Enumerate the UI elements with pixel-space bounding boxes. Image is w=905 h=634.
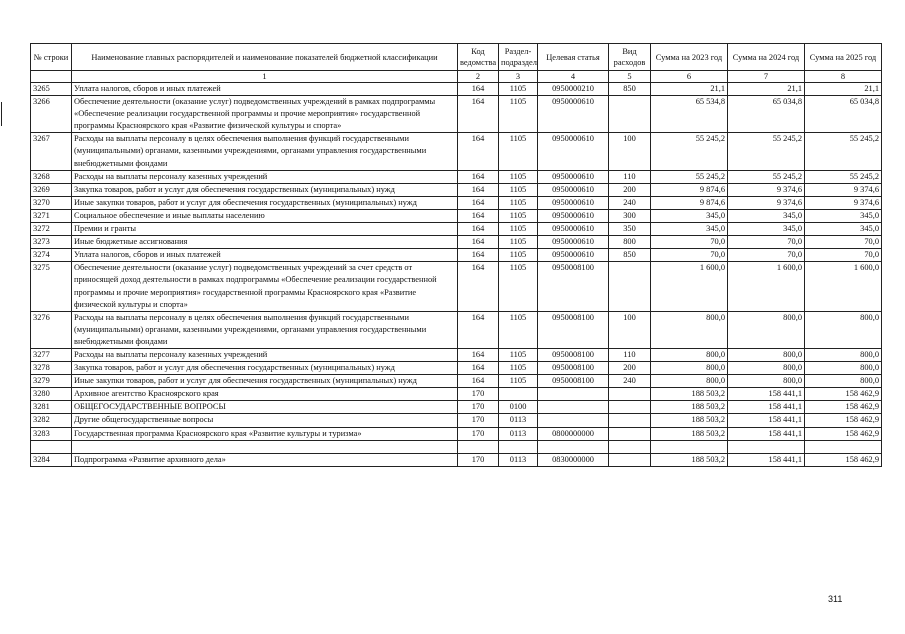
section-cell: 1105 [499, 375, 538, 388]
section-cell: 1105 [499, 236, 538, 249]
sum-2025-cell: 158 462,9 [805, 427, 882, 440]
sum-2025-cell [805, 440, 882, 453]
dept-code-cell: 164 [458, 133, 499, 170]
sum-2023-cell: 345,0 [651, 223, 728, 236]
expense-type-cell: 850 [609, 83, 651, 96]
sum-2025-cell: 158 462,9 [805, 453, 882, 466]
sum-2025-cell: 158 462,9 [805, 414, 882, 427]
sum-2024-cell: 9 374,6 [728, 196, 805, 209]
section-cell: 1105 [499, 362, 538, 375]
sum-2025-cell: 158 462,9 [805, 388, 882, 401]
name-cell: Иные закупки товаров, работ и услуг для обеспечения государственных (муниципальных) нужд [72, 196, 458, 209]
dept-code-cell: 170 [458, 414, 499, 427]
table-row [31, 209, 882, 222]
expense-type-cell: 350 [609, 223, 651, 236]
row-number-cell: 3269 [31, 183, 72, 196]
table-row [31, 170, 882, 183]
sum-2024-cell: 800,0 [728, 348, 805, 361]
sum-2025-cell: 800,0 [805, 348, 882, 361]
name-cell: Социальное обеспечение и иные выплаты населению [72, 209, 458, 222]
dept-code-cell: 164 [458, 362, 499, 375]
sum-2025-cell: 55 245,2 [805, 170, 882, 183]
table-row [31, 388, 882, 401]
table-row [31, 401, 882, 414]
sum-2024-cell: 1 600,0 [728, 262, 805, 311]
section-cell: 1105 [499, 170, 538, 183]
row-number-cell: 3280 [31, 388, 72, 401]
sum-2023-cell: 21,1 [651, 83, 728, 96]
sum-2023-cell: 800,0 [651, 348, 728, 361]
sum-2024-cell: 70,0 [728, 236, 805, 249]
target-cell: 0950008100 [538, 362, 609, 375]
target-cell: 0950000210 [538, 83, 609, 96]
sum-2024-cell: 158 441,1 [728, 401, 805, 414]
target-cell: 0950000610 [538, 96, 609, 133]
target-cell [538, 401, 609, 414]
expense-type-cell [609, 453, 651, 466]
section-cell: 0100 [499, 401, 538, 414]
sum-2023-cell: 55 245,2 [651, 133, 728, 170]
header-sum-2025: Сумма на 2025 год [805, 44, 882, 71]
sum-2024-cell: 158 441,1 [728, 427, 805, 440]
sum-2025-cell: 70,0 [805, 236, 882, 249]
dept-code-cell: 164 [458, 83, 499, 96]
section-cell: 1105 [499, 262, 538, 311]
sum-2023-cell: 188 503,2 [651, 453, 728, 466]
sum-2024-cell: 70,0 [728, 249, 805, 262]
sum-2025-cell: 158 462,9 [805, 401, 882, 414]
margin-mark [1, 102, 2, 126]
target-cell: 0950000610 [538, 170, 609, 183]
section-cell: 1105 [499, 223, 538, 236]
column-number: 1 [72, 71, 458, 83]
expense-type-cell [609, 401, 651, 414]
budget-table-container [30, 43, 882, 467]
expense-type-cell: 850 [609, 249, 651, 262]
row-number-cell: 3278 [31, 362, 72, 375]
dept-code-cell: 164 [458, 262, 499, 311]
header-expense-type: Вид расходов [609, 44, 651, 71]
row-number-cell: 3283 [31, 427, 72, 440]
budget-table [30, 43, 882, 467]
expense-type-cell: 110 [609, 170, 651, 183]
target-cell [538, 414, 609, 427]
row-number-cell: 3272 [31, 223, 72, 236]
section-cell: 1105 [499, 96, 538, 133]
table-row [31, 440, 882, 453]
dept-code-cell: 164 [458, 375, 499, 388]
target-cell: 0950000610 [538, 196, 609, 209]
expense-type-cell: 200 [609, 183, 651, 196]
sum-2024-cell [728, 440, 805, 453]
sum-2024-cell: 9 374,6 [728, 183, 805, 196]
sum-2023-cell: 1 600,0 [651, 262, 728, 311]
column-number [31, 71, 72, 83]
name-cell: Закупка товаров, работ и услуг для обеспечения государственных (муниципальных) нужд [72, 362, 458, 375]
sum-2023-cell: 9 874,6 [651, 196, 728, 209]
sum-2023-cell: 188 503,2 [651, 388, 728, 401]
target-cell: 0950000610 [538, 236, 609, 249]
target-cell: 0950000610 [538, 223, 609, 236]
section-cell: 1105 [499, 133, 538, 170]
column-number: 6 [651, 71, 728, 83]
column-number: 7 [728, 71, 805, 83]
target-cell [538, 440, 609, 453]
target-cell: 0950008100 [538, 348, 609, 361]
header-sum-2023: Сумма на 2023 год [651, 44, 728, 71]
sum-2024-cell: 55 245,2 [728, 133, 805, 170]
name-cell: Государственная программа Красноярского края «Развитие культуры и туризма» [72, 427, 458, 440]
row-number-cell: 3265 [31, 83, 72, 96]
sum-2025-cell: 345,0 [805, 209, 882, 222]
sum-2023-cell: 188 503,2 [651, 427, 728, 440]
name-cell: Архивное агентство Красноярского края [72, 388, 458, 401]
dept-code-cell: 170 [458, 427, 499, 440]
name-cell: Расходы на выплаты персоналу казенных учреждений [72, 170, 458, 183]
expense-type-cell [609, 96, 651, 133]
expense-type-cell: 110 [609, 348, 651, 361]
table-row [31, 196, 882, 209]
sum-2023-cell: 65 534,8 [651, 96, 728, 133]
sum-2025-cell: 55 245,2 [805, 133, 882, 170]
sum-2023-cell: 188 503,2 [651, 401, 728, 414]
table-row [31, 262, 882, 311]
sum-2025-cell: 65 034,8 [805, 96, 882, 133]
table-row [31, 249, 882, 262]
sum-2024-cell: 55 245,2 [728, 170, 805, 183]
name-cell: Закупка товаров, работ и услуг для обеспечения государственных (муниципальных) нужд [72, 183, 458, 196]
dept-code-cell [458, 440, 499, 453]
name-cell: Расходы на выплаты персоналу в целях обеспечения выполнения функций государственными (муниципальными) органами, казенными учреждениями, органами управления государственными внебюджетными фондами [72, 133, 458, 170]
dept-code-cell: 170 [458, 388, 499, 401]
row-number-cell: 3273 [31, 236, 72, 249]
table-row [31, 83, 882, 96]
dept-code-cell: 170 [458, 453, 499, 466]
dept-code-cell: 164 [458, 196, 499, 209]
header-name: Наименование главных распорядителей и наименование показателей бюджетной классификации [72, 44, 458, 71]
name-cell: Уплата налогов, сборов и иных платежей [72, 83, 458, 96]
dept-code-cell: 164 [458, 223, 499, 236]
target-cell: 0950000610 [538, 249, 609, 262]
sum-2024-cell: 158 441,1 [728, 414, 805, 427]
expense-type-cell: 100 [609, 311, 651, 348]
sum-2024-cell: 158 441,1 [728, 388, 805, 401]
column-number: 5 [609, 71, 651, 83]
name-cell: Расходы на выплаты персоналу казенных учреждений [72, 348, 458, 361]
dept-code-cell: 164 [458, 209, 499, 222]
name-cell: Иные бюджетные ассигнования [72, 236, 458, 249]
header-row-number: № строки [31, 44, 72, 71]
sum-2025-cell: 9 374,6 [805, 196, 882, 209]
name-cell: Премии и гранты [72, 223, 458, 236]
section-cell: 0113 [499, 427, 538, 440]
sum-2023-cell: 800,0 [651, 375, 728, 388]
table-row [31, 183, 882, 196]
sum-2024-cell: 800,0 [728, 311, 805, 348]
name-cell: Расходы на выплаты персоналу в целях обеспечения выполнения функций государственными (муниципальными) органами, казенными учреждениями, органами управления государственными внебюджетными фондами [72, 311, 458, 348]
table-row [31, 96, 882, 133]
sum-2023-cell: 70,0 [651, 236, 728, 249]
dept-code-cell: 164 [458, 249, 499, 262]
table-row [31, 311, 882, 348]
dept-code-cell: 164 [458, 236, 499, 249]
sum-2023-cell: 188 503,2 [651, 414, 728, 427]
header-dept-code: Код ведомства [458, 44, 499, 71]
section-cell: 1105 [499, 83, 538, 96]
table-row [31, 453, 882, 466]
column-number: 8 [805, 71, 882, 83]
name-cell: ОБЩЕГОСУДАРСТВЕННЫЕ ВОПРОСЫ [72, 401, 458, 414]
sum-2025-cell: 800,0 [805, 311, 882, 348]
expense-type-cell: 100 [609, 133, 651, 170]
row-number-cell: 3276 [31, 311, 72, 348]
expense-type-cell [609, 388, 651, 401]
expense-type-cell: 800 [609, 236, 651, 249]
row-number-cell: 3266 [31, 96, 72, 133]
sum-2023-cell: 800,0 [651, 311, 728, 348]
dept-code-cell: 164 [458, 348, 499, 361]
table-row [31, 375, 882, 388]
expense-type-cell: 200 [609, 362, 651, 375]
section-cell: 1105 [499, 196, 538, 209]
sum-2023-cell: 9 874,6 [651, 183, 728, 196]
row-number-cell: 3274 [31, 249, 72, 262]
target-cell: 0830000000 [538, 453, 609, 466]
table-body [31, 83, 882, 467]
table-row [31, 223, 882, 236]
target-cell: 0950008100 [538, 311, 609, 348]
dept-code-cell: 164 [458, 183, 499, 196]
section-cell: 1105 [499, 209, 538, 222]
dept-code-cell: 164 [458, 311, 499, 348]
sum-2025-cell: 800,0 [805, 362, 882, 375]
sum-2023-cell: 70,0 [651, 249, 728, 262]
row-number-cell: 3282 [31, 414, 72, 427]
table-row [31, 362, 882, 375]
target-cell: 0950008100 [538, 262, 609, 311]
section-cell: 1105 [499, 249, 538, 262]
section-cell: 1105 [499, 183, 538, 196]
row-number-cell: 3270 [31, 196, 72, 209]
target-cell: 0800000000 [538, 427, 609, 440]
target-cell: 0950000610 [538, 209, 609, 222]
sum-2024-cell: 345,0 [728, 209, 805, 222]
sum-2025-cell: 1 600,0 [805, 262, 882, 311]
target-cell: 0950000610 [538, 183, 609, 196]
sum-2025-cell: 345,0 [805, 223, 882, 236]
dept-code-cell: 170 [458, 401, 499, 414]
sum-2024-cell: 345,0 [728, 223, 805, 236]
sum-2024-cell: 800,0 [728, 375, 805, 388]
target-cell [538, 388, 609, 401]
row-number-cell: 3271 [31, 209, 72, 222]
section-cell: 1105 [499, 348, 538, 361]
dept-code-cell: 164 [458, 170, 499, 183]
name-cell: Другие общегосударственные вопросы [72, 414, 458, 427]
row-number-cell: 3268 [31, 170, 72, 183]
sum-2023-cell: 800,0 [651, 362, 728, 375]
section-cell: 1105 [499, 311, 538, 348]
target-cell: 0950008100 [538, 375, 609, 388]
name-cell: Уплата налогов, сборов и иных платежей [72, 249, 458, 262]
expense-type-cell [609, 414, 651, 427]
header-sum-2024: Сумма на 2024 год [728, 44, 805, 71]
section-cell [499, 440, 538, 453]
dept-code-cell: 164 [458, 96, 499, 133]
expense-type-cell [609, 427, 651, 440]
sum-2023-cell [651, 440, 728, 453]
name-cell: Иные закупки товаров, работ и услуг для обеспечения государственных (муниципальных) нужд [72, 375, 458, 388]
expense-type-cell: 240 [609, 375, 651, 388]
expense-type-cell [609, 262, 651, 311]
expense-type-cell: 240 [609, 196, 651, 209]
sum-2025-cell: 70,0 [805, 249, 882, 262]
header-target: Целевая статья [538, 44, 609, 71]
table-row [31, 427, 882, 440]
target-cell: 0950000610 [538, 133, 609, 170]
header-section: Раздел-подраздел [499, 44, 538, 71]
sum-2025-cell: 800,0 [805, 375, 882, 388]
sum-2023-cell: 55 245,2 [651, 170, 728, 183]
table-row [31, 133, 882, 170]
row-number-cell: 3277 [31, 348, 72, 361]
row-number-cell: 3281 [31, 401, 72, 414]
row-number-cell: 3267 [31, 133, 72, 170]
sum-2024-cell: 65 034,8 [728, 96, 805, 133]
sum-2023-cell: 345,0 [651, 209, 728, 222]
section-cell: 0113 [499, 453, 538, 466]
row-number-cell: 3284 [31, 453, 72, 466]
row-number-cell [31, 440, 72, 453]
sum-2025-cell: 21,1 [805, 83, 882, 96]
column-number: 4 [538, 71, 609, 83]
name-cell: Обеспечение деятельности (оказание услуг) подведомственных учреждений за счет средств от приносящей доход деятельности в рамках подпрограммы «Обеспечение реализации государственной программы и прочие мероприятия» государственной программы Красноярского края «Развитие физической культуры и спорта» [72, 262, 458, 311]
row-number-cell: 3279 [31, 375, 72, 388]
sum-2024-cell: 800,0 [728, 362, 805, 375]
column-number: 2 [458, 71, 499, 83]
column-number: 3 [499, 71, 538, 83]
sum-2025-cell: 9 374,6 [805, 183, 882, 196]
name-cell: Обеспечение деятельности (оказание услуг) подведомственных учреждений в рамках подпрограммы «Обеспечение реализации государственной программы и прочие мероприятия» государственной программы Красноярского края «Развитие физической культуры и спорта» [72, 96, 458, 133]
name-cell: Подпрограмма «Развитие архивного дела» [72, 453, 458, 466]
sum-2024-cell: 158 441,1 [728, 453, 805, 466]
table-row [31, 236, 882, 249]
table-row [31, 348, 882, 361]
table-row [31, 414, 882, 427]
section-cell: 0113 [499, 414, 538, 427]
section-cell [499, 388, 538, 401]
expense-type-cell [609, 440, 651, 453]
page-number: 311 [828, 594, 843, 604]
name-cell [72, 440, 458, 453]
sum-2024-cell: 21,1 [728, 83, 805, 96]
row-number-cell: 3275 [31, 262, 72, 311]
expense-type-cell: 300 [609, 209, 651, 222]
